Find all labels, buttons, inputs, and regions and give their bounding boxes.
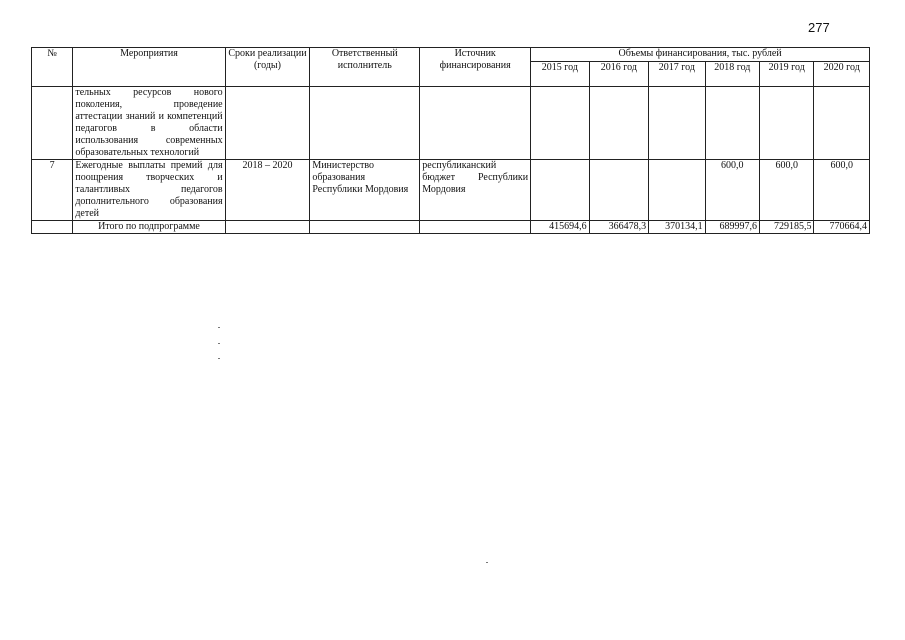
- header-num: №: [32, 48, 73, 87]
- row-value: [705, 87, 759, 160]
- total-num-cell: [32, 221, 73, 234]
- header-year: 2017 год: [649, 62, 705, 87]
- total-value: 366478,3: [589, 221, 648, 234]
- row-value: 600,0: [760, 160, 814, 221]
- scan-speck: [218, 358, 220, 359]
- row-activity: Ежегодные выплаты премий для поощрения творческих и талантливых педагогов дополнительного образования детей: [73, 160, 225, 221]
- total-value: 729185,5: [760, 221, 814, 234]
- scan-speck: [218, 343, 220, 344]
- header-year: 2015 год: [531, 62, 589, 87]
- page-number: 277: [808, 20, 830, 35]
- row-value: [589, 87, 648, 160]
- total-empty-cell: [225, 221, 310, 234]
- row-period: 2018 – 2020: [225, 160, 310, 221]
- header-year: 2019 год: [760, 62, 814, 87]
- total-value: 370134,1: [649, 221, 705, 234]
- scan-speck: [486, 562, 488, 563]
- scan-speck: [218, 327, 220, 328]
- header-responsible: Ответственный исполнитель: [310, 48, 420, 87]
- header-period: Сроки реализации (годы): [225, 48, 310, 87]
- row-value: [531, 160, 589, 221]
- total-value: 770664,4: [814, 221, 870, 234]
- total-label: Итого по подпрограмме: [73, 221, 225, 234]
- total-empty-cell: [310, 221, 420, 234]
- row-value: 600,0: [705, 160, 759, 221]
- total-empty-cell: [420, 221, 531, 234]
- row-value: [531, 87, 589, 160]
- table-row: [32, 160, 870, 221]
- row-value: [649, 87, 705, 160]
- row-value: [649, 160, 705, 221]
- row-source: [420, 87, 531, 160]
- header-source: Источник финансирования: [420, 48, 531, 87]
- row-value: [814, 87, 870, 160]
- row-period: [225, 87, 310, 160]
- table-row: [32, 87, 870, 160]
- header-year: 2016 год: [589, 62, 648, 87]
- financing-table: [31, 47, 870, 234]
- header-year: 2020 год: [814, 62, 870, 87]
- row-responsible: Министерство образования Республики Мордовия: [310, 160, 420, 221]
- total-value: 689997,6: [705, 221, 759, 234]
- header-year: 2018 год: [705, 62, 759, 87]
- row-activity: тельных ресурсов нового поколения, проведение аттестации знаний и компетенций педагогов в области использования современных образовательных технологий: [73, 87, 225, 160]
- row-num: [32, 87, 73, 160]
- header-financing: Объемы финансирования, тыс. рублей: [531, 48, 870, 62]
- total-row: [32, 221, 870, 234]
- row-responsible: [310, 87, 420, 160]
- total-value: 415694,6: [531, 221, 589, 234]
- row-num: 7: [32, 160, 73, 221]
- header-activity: Мероприятия: [73, 48, 225, 87]
- row-value: [760, 87, 814, 160]
- row-value: [589, 160, 648, 221]
- row-value: 600,0: [814, 160, 870, 221]
- row-source: республиканский бюджет Республики Мордовия: [420, 160, 531, 221]
